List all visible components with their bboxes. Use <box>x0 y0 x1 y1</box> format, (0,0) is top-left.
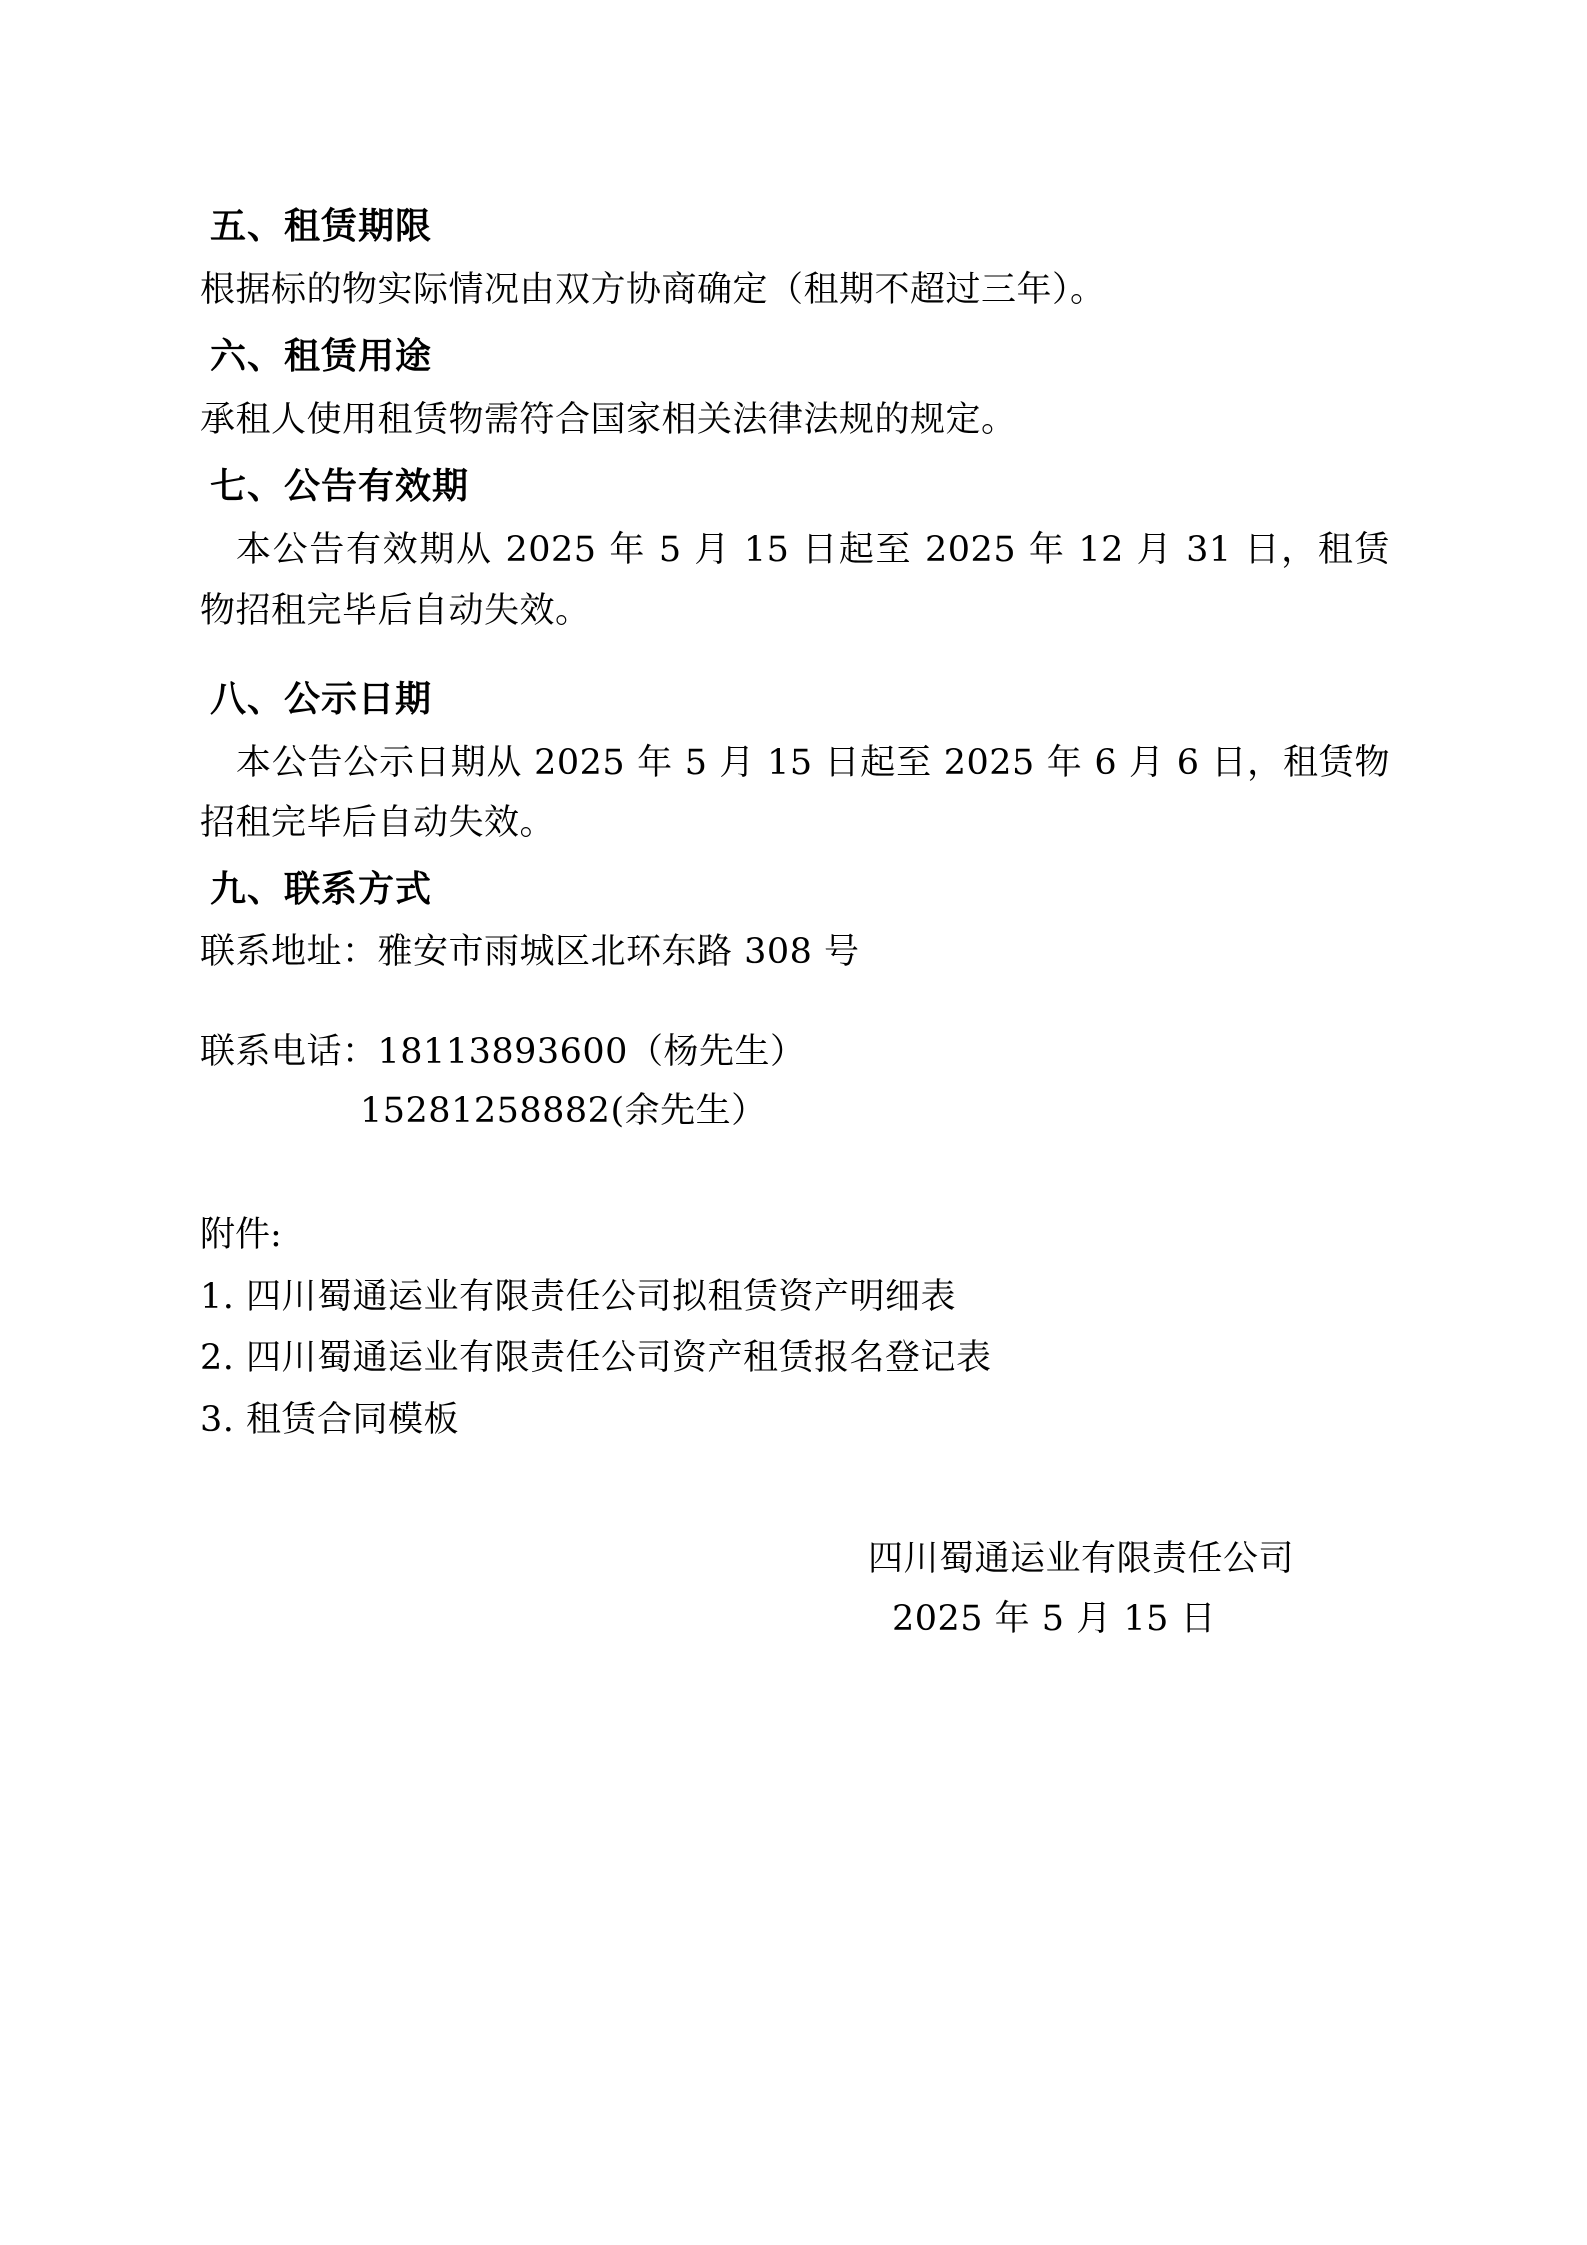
spacer <box>200 983 1390 1023</box>
attachment-item-1: 1. 四川蜀通运业有限责任公司拟租赁资产明细表 <box>200 1277 957 1318</box>
section-paragraph-6: 承租人使用租赁物需符合国家相关法律法规的规定。 <box>200 400 1017 441</box>
contact-phone-secondary: 15281258882(余先生） <box>360 1091 767 1132</box>
signature-date: 2025 年 5 月 15 日 <box>891 1599 1216 1640</box>
section-heading-9: 九、联系方式 <box>210 869 433 911</box>
contact-phone-primary: 联系电话：18113893600（杨先生） <box>200 1031 806 1072</box>
section-heading-8: 八、公示日期 <box>210 678 433 720</box>
spacer <box>200 649 1390 663</box>
section-paragraph-8: 本公告公示日期从 2025 年 5 月 15 日起至 2025 年 6 月 6 日，租赁物招租完毕后自动失效。 <box>200 742 1390 843</box>
section-heading-5: 五、租赁期限 <box>210 206 433 247</box>
signature-block <box>200 1529 1390 1649</box>
attachment-item-2: 2. 四川蜀通运业有限责任公司资产租赁报名登记表 <box>200 1338 992 1379</box>
contact-address: 联系地址：雅安市雨城区北环东路 308 号 <box>200 932 860 973</box>
document-body <box>200 200 1390 1649</box>
signature-company: 四川蜀通运业有限责任公司 <box>867 1538 1294 1579</box>
section-heading-7: 七、公告有效期 <box>210 466 470 508</box>
section-heading-6: 六、租赁用途 <box>210 336 433 378</box>
section-paragraph-5: 根据标的物实际情况由双方协商确定（租期不超过三年）。 <box>200 270 1106 310</box>
attachments-label: 附件: <box>200 1214 282 1255</box>
spacer <box>200 1142 1390 1206</box>
section-paragraph-7: 本公告有效期从 2025 年 5 月 15 日起至 2025 年 12 月 31 日，租赁物招租完毕后自动失效。 <box>200 530 1390 631</box>
attachment-item-3: 3. 租赁合同模板 <box>200 1399 460 1440</box>
